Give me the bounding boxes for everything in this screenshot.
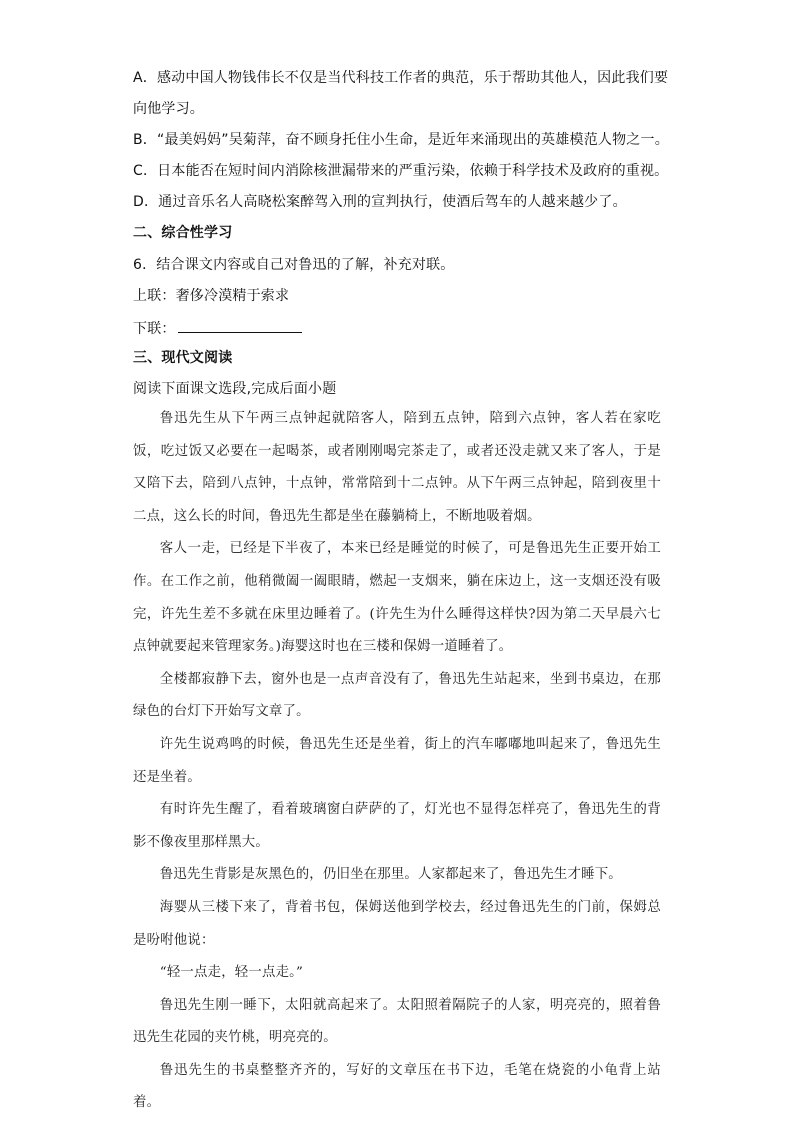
option-c: C．日本能否在短时间内消除核泄漏带来的严重污染，依赖于科学技术及政府的重视。 (133, 163, 669, 179)
section-heading-modern-reading: 三、现代文阅读 (133, 350, 233, 366)
reading-instruction: 阅读下面课文选段,完成后面小题 (133, 381, 337, 397)
passage-paragraph: 全楼都寂静下去，窗外也是一点声音没有了，鲁迅先生站起来，坐到书桌边，在那绿色的台灯下开始写文章了。 (133, 671, 661, 720)
answer-blank[interactable] (178, 318, 302, 333)
passage-paragraph: 海婴从三楼下来了，背着书包，保姆送他到学校去，经过鲁迅先生的门前，保姆总是吩咐他说： (133, 899, 661, 948)
question-6: 6．结合课文内容或自己对鲁迅的了解，补充对联。 (133, 257, 455, 273)
passage-paragraph: 鲁迅先生从下午两三点钟起就陪客人，陪到五点钟，陪到六点钟，客人若在家吃饭，吃过饭又必要在一起喝茶，或者刚刚喝完茶走了，或者还没走就又来了客人，于是又陪下去，陪到八点钟，十点钟，常常陪到十二点钟。从下午两三点钟起，陪到夜里十二点，这么长的时间，鲁迅先生都是坐在藤躺椅上，不断地吸着烟。 (133, 411, 661, 524)
option-d: D．通过音乐名人高晓松案醉驾入刑的宣判执行，使酒后驾车的人越来越少了。 (133, 194, 627, 210)
passage-paragraph: “轻一点走，轻一点走。” (159, 965, 304, 981)
option-b: B．“最美妈妈”吴菊萍，奋不顾身托住小生命，是近年来涌现出的英雄模范人物之一。 (133, 132, 669, 148)
passage-paragraph: 客人一走，已经是下半夜了，本来已经是睡觉的时候了，可是鲁迅先生正要开始工作。在工作之前，他稍微阖一阖眼睛，燃起一支烟来，躺在床边上，这一支烟还没有吸完，许先生差不多就在床里边睡着了。(许先生为什么睡得这样快?因为第二天早晨六七点钟就要起来管理家务。)海婴这时也在三楼和保姆一道睡着了。 (133, 541, 661, 655)
section-heading-integrated-learning: 二、综合性学习 (133, 225, 233, 241)
passage-paragraph: 有时许先生醒了，看着玻璃窗白萨萨的了，灯光也不显得怎样亮了，鲁迅先生的背影不像夜里那样黑大。 (133, 802, 661, 850)
reading-passage (133, 403, 661, 1120)
passage-paragraph: 鲁迅先生的书桌整整齐齐的，写好的文章压在书下边，毛笔在烧瓷的小龟背上站着。 (133, 1062, 661, 1111)
lower-couplet-label: 下联： (133, 321, 176, 337)
option-a-line2: 向他学习。 (133, 101, 204, 117)
passage-paragraph: 鲁迅先生背影是灰黑色的，仍旧坐在那里。人家都起来了，鲁迅先生才睡下。 (159, 867, 622, 883)
upper-couplet: 上联：奢侈冷漠精于索求 (133, 288, 290, 304)
lower-couplet (133, 318, 302, 338)
passage-paragraph: 鲁迅先生刚一睡下，太阳就高起来了。太阳照着隔院子的人家，明亮亮的，照着鲁迅先生花园的夹竹桃，明亮亮的。 (133, 997, 661, 1046)
option-a-line1: A．感动中国人物钱伟长不仅是当代科技工作者的典范，乐于帮助其他人，因此我们要 (133, 70, 669, 86)
passage-paragraph: 许先生说鸡鸣的时候，鲁迅先生还是坐着，街上的汽车嘟嘟地叫起来了，鲁迅先生还是坐着。 (133, 736, 661, 785)
